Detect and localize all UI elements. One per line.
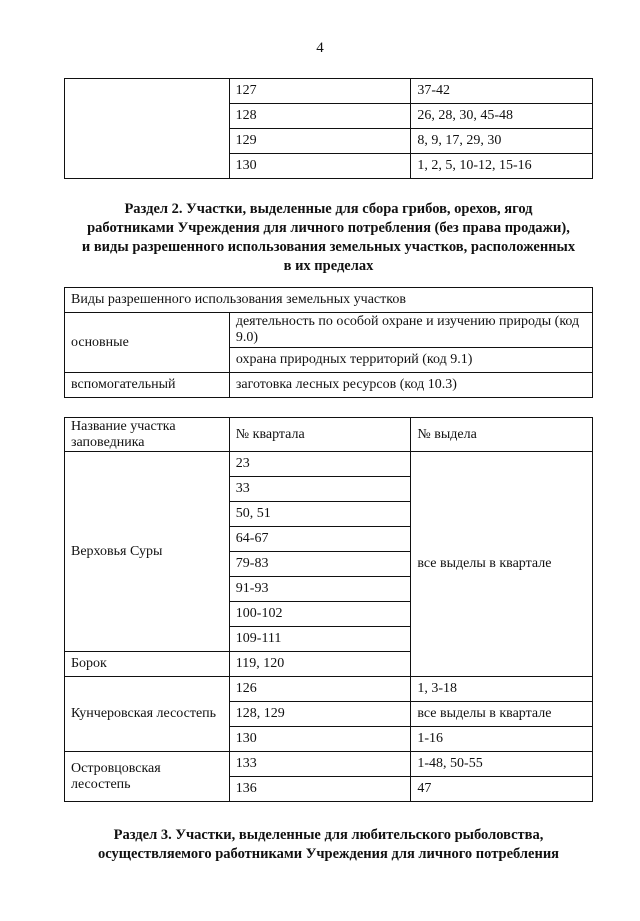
- plot-cell: 1, 2, 5, 10-12, 15-16: [411, 154, 593, 179]
- quarter-cell: 64-67: [229, 527, 411, 552]
- continued-quarters-table: [64, 78, 593, 179]
- plot-cell: 26, 28, 30, 45-48: [411, 104, 593, 129]
- table-row: [65, 752, 593, 777]
- quarter-cell: 33: [229, 477, 411, 502]
- quarter-cell: 130: [229, 727, 411, 752]
- quarter-cell: 23: [229, 452, 411, 477]
- table-row: [65, 373, 593, 398]
- plot-cell: 1-48, 50-55: [411, 752, 593, 777]
- quarter-cell: 50, 51: [229, 502, 411, 527]
- header-quarter: № квартала: [229, 418, 411, 452]
- header-plot: № выдела: [411, 418, 593, 452]
- empty-name-cell: [65, 79, 230, 179]
- site-name-ostrovtsovskaya: Островцовская лесостепь: [65, 752, 230, 802]
- plot-cell: 1-16: [411, 727, 593, 752]
- quarter-cell: 128, 129: [229, 702, 411, 727]
- plot-cell: все выделы в квартале: [411, 702, 593, 727]
- plot-cell: 47: [411, 777, 593, 802]
- quarter-cell: 126: [229, 677, 411, 702]
- quarter-cell: 130: [229, 154, 411, 179]
- site-name-kuncherovskaya: Кунчеровская лесостепь: [65, 677, 230, 752]
- plot-cell: 1, 3-18: [411, 677, 593, 702]
- plot-cell: 37-42: [411, 79, 593, 104]
- page-number: 4: [316, 40, 324, 56]
- section2-heading: Раздел 2. Участки, выделенные для сбора грибов, орехов, ягод работниками Учреждения для личного потребления (без права продажи), и виды разрешенного использования земельных участков, расположенных в их пределах: [81, 201, 576, 274]
- quarter-cell: 136: [229, 777, 411, 802]
- use-table-header: Виды разрешенного использования земельных участков: [65, 288, 593, 313]
- permitted-use-table: [64, 287, 593, 398]
- quarter-cell: 100-102: [229, 602, 411, 627]
- quarter-cell: 79-83: [229, 552, 411, 577]
- table-row: [65, 79, 593, 104]
- header-name: Название участка заповедника: [65, 418, 230, 452]
- site-name-verkhovya: Верховья Суры: [65, 452, 230, 652]
- main-use-item: охрана природных территорий (код 9.1): [229, 348, 592, 373]
- quarter-cell: 127: [229, 79, 411, 104]
- section3-heading: Раздел 3. Участки, выделенные для любительского рыболовства, осуществляемого работниками Учреждения для личного потребления: [97, 827, 560, 862]
- aux-use-label: вспомогательный: [65, 373, 230, 398]
- main-use-label: основные: [65, 313, 230, 373]
- plot-cell: 8, 9, 17, 29, 30: [411, 129, 593, 154]
- quarter-cell: 91-93: [229, 577, 411, 602]
- quarter-cell: 119, 120: [229, 652, 411, 677]
- site-name-borok: Борок: [65, 652, 230, 677]
- table-row: [65, 677, 593, 702]
- quarter-cell: 129: [229, 129, 411, 154]
- aux-use-item: заготовка лесных ресурсов (код 10.3): [229, 373, 592, 398]
- table-header-row: [65, 418, 593, 452]
- mushroom-sites-table: [64, 417, 593, 802]
- quarter-cell: 128: [229, 104, 411, 129]
- plot-cell-all: все выделы в квартале: [411, 452, 593, 677]
- quarter-cell: 109-111: [229, 627, 411, 652]
- table-row: [65, 313, 593, 348]
- main-use-item: деятельность по особой охране и изучению природы (код 9.0): [229, 313, 592, 348]
- table-row: [65, 452, 593, 477]
- table-row: [65, 288, 593, 313]
- quarter-cell: 133: [229, 752, 411, 777]
